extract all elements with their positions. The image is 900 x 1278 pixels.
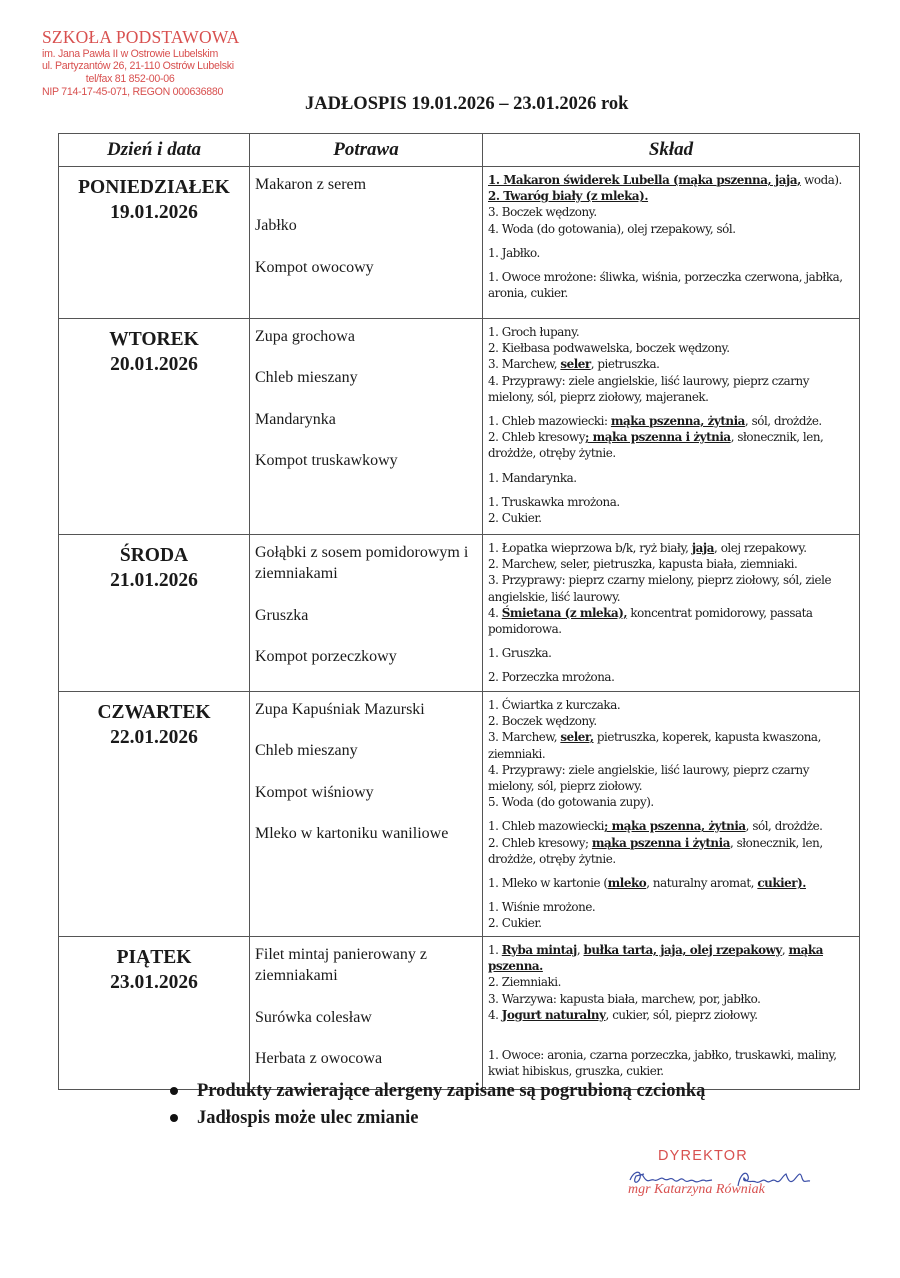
- ingredient-group: [488, 818, 855, 867]
- day-date: 22.01.2026: [110, 727, 198, 749]
- day-name: WTOREK: [109, 329, 199, 350]
- page-title: JADŁOSPIS 19.01.2026 – 23.01.2026 rok: [305, 94, 629, 114]
- menu-table: [58, 133, 860, 1090]
- allergen-text: Śmietana (z mleka),: [501, 605, 628, 620]
- dish-item: Makaron z serem: [255, 176, 367, 193]
- ingredient-line: [488, 605, 855, 637]
- ingredient-line: [488, 494, 855, 510]
- dish-cell: [250, 937, 483, 1090]
- ingredient-group: [488, 245, 855, 261]
- dish-item: Gołąbki z sosem pomidorowym i ziemniakami: [255, 544, 469, 583]
- dish-item: Kompot wiśniowy: [255, 783, 374, 801]
- ingredient-line: [488, 356, 855, 372]
- ingredient-text: 1. Owoce: aronia, czarna porzeczka, jabłko, truskawki, maliny, kwiat hibiskus, gruszka, cukier.: [488, 1047, 837, 1079]
- ingredient-text: ,: [781, 943, 789, 957]
- dish-item: Chleb mieszany: [255, 742, 358, 760]
- dish-cell: [250, 535, 483, 692]
- day-row: [59, 167, 860, 319]
- ingredient-text: 2. Cukier.: [488, 916, 542, 931]
- note-item: [170, 1078, 705, 1105]
- dish-item: Zupa grochowa: [255, 328, 355, 345]
- allergen-text: mąka pszenna, żytnia: [610, 413, 745, 428]
- ingredient-group: [488, 494, 855, 526]
- dish-item: Kompot truskawkowy: [255, 451, 398, 469]
- ingredient-group: [488, 1031, 855, 1039]
- ingredient-line: [488, 729, 855, 761]
- ingredient-text: 2. Porzeczka mrożona.: [488, 670, 615, 685]
- ingredient-line: [488, 835, 855, 867]
- allergen-text: ; mąka pszenna, żytnia: [604, 819, 746, 834]
- day-name: ŚRODA: [119, 545, 189, 566]
- ingredient-text: pietruszka, koperek, kapusta kwaszona, ziemniaki.: [488, 730, 821, 761]
- ingredient-line: [488, 221, 855, 237]
- day-cell: [59, 167, 250, 319]
- dish-item: Chleb mieszany: [255, 369, 358, 387]
- bullet-icon: [170, 1087, 178, 1095]
- ingredient-line: [488, 429, 855, 461]
- day-cell: [59, 692, 250, 937]
- stamp-address: ul. Partyzantów 26, 21-110 Ostrów Lubelski: [42, 60, 234, 73]
- ingredient-line: [488, 794, 855, 810]
- ingredient-line: [488, 697, 855, 713]
- ingredient-text: 1. Jabłko.: [488, 245, 540, 260]
- ingredient-group: [488, 540, 855, 637]
- ingredient-line: [488, 172, 855, 188]
- ingredient-group: [488, 324, 855, 405]
- allergen-text: mąka pszenna.: [488, 943, 823, 974]
- ingredient-text: 3. Warzywa: kapusta biała, marchew, por, jabłko.: [488, 991, 761, 1006]
- ingredient-text: 2. Marchew, seler, pietruszka, kapusta biała, ziemniaki.: [488, 557, 798, 572]
- ingredient-text: , sól, drożdże.: [745, 819, 823, 834]
- day-date: 21.01.2026: [110, 570, 198, 592]
- dish-item: Gruszka: [255, 606, 309, 624]
- ingredient-text: 4.: [488, 605, 502, 620]
- ingredient-group: [488, 470, 855, 486]
- ingredient-group: [488, 669, 855, 685]
- ingredient-text: 2. Boczek wędzony.: [488, 714, 597, 729]
- dish-item: Jabłko: [255, 217, 297, 235]
- allergen-text: mąka pszenna i żytnia: [591, 835, 730, 850]
- ingredient-text: 2. Chleb kresowy: [488, 430, 585, 445]
- dish-item: Mandarynka: [255, 410, 336, 428]
- ingredient-text: 1. Owoce mrożone: śliwka, wiśnia, porzeczka czerwona, jabłka, aronia, cukier.: [488, 269, 843, 301]
- ingredient-line: [488, 188, 855, 204]
- ingredient-text: 1.: [488, 943, 502, 957]
- ingredient-text: 1. Chleb mazowiecki:: [488, 413, 611, 428]
- ingredient-text: 4. Woda (do gotowania), olej rzepakowy, sól.: [488, 221, 736, 236]
- stamp-patron: im. Jana Pawła II w Ostrowie Lubelskim: [42, 47, 219, 60]
- ingredient-text: 3. Przyprawy: pieprz czarny mielony, pieprz ziołowy, sól, ziele angielskie, liść laurowy.: [488, 573, 832, 604]
- ingredient-group: [488, 413, 855, 462]
- ingredient-line: [488, 470, 855, 486]
- ingredient-line: [488, 510, 855, 526]
- table-header-row: [59, 134, 860, 167]
- ingredient-text: 2. Ziemniaki.: [488, 975, 561, 990]
- ingredient-text: , olej rzepakowy.: [714, 541, 807, 555]
- ingredient-text: , słonecznik, len, drożdże, otręby żytnie.: [488, 430, 824, 461]
- signature-role: DYREKTOR: [658, 1148, 748, 1164]
- header-day-date: Dzień i data: [59, 134, 250, 167]
- stamp-school-name: SZKOŁA PODSTAWOWA: [42, 27, 240, 47]
- ingredient-group: [488, 697, 855, 810]
- allergen-text: Ryba mintaj: [501, 943, 577, 957]
- signature-name: mgr Katarzyna Równiak: [628, 1182, 765, 1197]
- ingredient-line: [488, 899, 855, 915]
- ingredient-line: [488, 1007, 855, 1023]
- allergen-text: seler,: [560, 730, 594, 745]
- stamp-phone: tel/fax 81 852-00-06: [85, 73, 175, 86]
- allergen-text: Jogurt naturalny: [501, 1007, 606, 1022]
- ingredient-line: [488, 556, 855, 572]
- ingredient-group: [488, 899, 855, 931]
- ingredient-line: [488, 974, 855, 990]
- signature-block: [628, 1148, 828, 1198]
- allergen-text: 2. Twaróg biały (z mleka).: [488, 189, 649, 204]
- header-dish: Potrawa: [250, 134, 483, 167]
- notes-list: [170, 1078, 705, 1132]
- ingredient-group: [488, 269, 855, 301]
- ingredient-group: [488, 875, 855, 891]
- dish-item: Kompot owocowy: [255, 258, 374, 276]
- ingredient-text: 4.: [488, 1007, 502, 1022]
- day-date: 20.01.2026: [110, 354, 198, 376]
- ingredient-line: [488, 572, 855, 604]
- day-name: CZWARTEK: [97, 702, 211, 723]
- ingredient-text: 1. Ćwiartka z kurczaka.: [488, 698, 621, 712]
- ingredients-cell: [483, 937, 860, 1090]
- allergen-text: ; mąka pszenna i żytnia: [585, 430, 731, 445]
- day-cell: [59, 319, 250, 535]
- ingredient-text: 3. Marchew,: [488, 357, 561, 372]
- allergen-text: cukier).: [757, 875, 806, 890]
- ingredient-text: 1. Truskawka mrożona.: [488, 494, 620, 509]
- ingredient-line: [488, 991, 855, 1007]
- ingredient-line: [488, 340, 855, 356]
- ingredient-text: , słonecznik, len, drożdże, otręby żytnie.: [488, 835, 823, 866]
- allergen-text: 1. Makaron świderek Lubella (mąka pszenna, jaja,: [488, 173, 801, 187]
- ingredient-line: [488, 204, 855, 220]
- ingredient-text: 1. Mandarynka.: [488, 470, 577, 485]
- ingredient-line: [488, 245, 855, 261]
- ingredient-line: [488, 645, 855, 661]
- dish-item: Surówka colesław: [255, 1008, 372, 1026]
- ingredients-cell: [483, 692, 860, 937]
- stamp-nip-regon: NIP 714-17-45-071, REGON 000636880: [42, 85, 224, 98]
- dish-item: Zupa Kapuśniak Mazurski: [255, 701, 425, 718]
- ingredient-text: 1. Wiśnie mrożone.: [488, 900, 596, 915]
- ingredient-text: 4. Przyprawy: ziele angielskie, liść laurowy, pieprz czarny mielony, sól, pieprz ziołowy, majeranek.: [488, 373, 810, 404]
- dish-item: Filet mintaj panierowany z ziemniakami: [255, 946, 427, 985]
- ingredient-text: 2. Kiełbasa podwawelska, boczek wędzony.: [488, 341, 730, 356]
- ingredient-text: , sól, drożdże.: [744, 413, 822, 428]
- allergen-text: mleko: [607, 875, 647, 890]
- allergen-text: seler: [560, 357, 591, 372]
- ingredient-line: [488, 818, 855, 834]
- note-allergens: Produkty zawierające alergeny zapisane są pogrubioną czcionką: [197, 1081, 706, 1101]
- school-stamp: [42, 28, 248, 99]
- ingredients-cell: [483, 535, 860, 692]
- ingredient-line: [488, 669, 855, 685]
- ingredient-line: [488, 540, 855, 556]
- ingredient-line: [488, 915, 855, 931]
- ingredient-line: [488, 713, 855, 729]
- day-cell: [59, 937, 250, 1090]
- day-row: [59, 535, 860, 692]
- dish-item: Mleko w kartoniku waniliowe: [255, 824, 449, 842]
- ingredient-line: [488, 1047, 855, 1079]
- ingredients-cell: [483, 167, 860, 319]
- ingredient-group: [488, 1047, 855, 1079]
- ingredient-text: 1. Gruszka.: [488, 646, 552, 661]
- allergen-text: bułka tarta, jaja, olej rzepakowy: [583, 943, 782, 957]
- day-row: [59, 692, 860, 937]
- ingredient-text: 4. Przyprawy: ziele angielskie, liść laurowy, pieprz czarny mielony, sól, pieprz ziołowy.: [488, 762, 810, 793]
- ingredient-line: [488, 762, 855, 794]
- ingredient-text: 3. Marchew,: [488, 730, 561, 745]
- day-cell: [59, 535, 250, 692]
- day-date: 23.01.2026: [110, 972, 198, 994]
- ingredient-line: [488, 324, 855, 340]
- ingredient-text: 1. Łopatka wieprzowa b/k, ryż biały,: [488, 541, 692, 555]
- ingredient-line: [488, 269, 855, 301]
- day-date: 19.01.2026: [110, 202, 198, 224]
- ingredient-text: , cukier, sól, pieprz ziołowy.: [605, 1007, 758, 1022]
- day-name: PIĄTEK: [116, 947, 192, 968]
- note-changes: Jadłospis może ulec zmianie: [197, 1107, 419, 1128]
- ingredient-group: [488, 172, 855, 237]
- dish-item: Kompot porzeczkowy: [255, 647, 397, 665]
- ingredient-text: 1. Chleb mazowiecki: [488, 819, 605, 834]
- day-row: [59, 319, 860, 535]
- note-item: [170, 1105, 705, 1132]
- ingredients-cell: [483, 319, 860, 535]
- dish-cell: [250, 692, 483, 937]
- ingredient-line: [488, 942, 855, 974]
- ingredient-text: koncentrat pomidorowy, passata pomidorowa.: [488, 605, 813, 636]
- ingredient-text: 5. Woda (do gotowania zupy).: [488, 795, 654, 810]
- allergen-text: jaja: [691, 541, 715, 555]
- ingredient-line: [488, 413, 855, 429]
- ingredient-text: 1. Groch łupany.: [488, 325, 580, 339]
- day-row: [59, 937, 860, 1090]
- ingredient-text: 2. Cukier.: [488, 510, 542, 525]
- ingredient-text: 2. Chleb kresowy;: [488, 835, 592, 850]
- dish-cell: [250, 167, 483, 319]
- ingredient-text: , pietruszka.: [590, 357, 660, 372]
- ingredient-text: ,: [576, 943, 584, 957]
- ingredient-line: [488, 373, 855, 405]
- ingredient-text: , naturalny aromat,: [646, 875, 758, 890]
- ingredient-text: 3. Boczek wędzony.: [488, 205, 597, 220]
- day-name: PONIEDZIAŁEK: [78, 177, 230, 198]
- ingredient-line: [488, 875, 855, 891]
- dish-item: Herbata z owocowa: [255, 1049, 383, 1067]
- ingredient-text: woda).: [800, 173, 842, 187]
- bullet-icon: [170, 1114, 178, 1122]
- ingredient-group: [488, 942, 855, 1023]
- ingredient-text: 1. Mleko w kartonie (: [488, 875, 608, 890]
- dish-cell: [250, 319, 483, 535]
- header-ingredients: Skład: [483, 134, 860, 167]
- ingredient-group: [488, 645, 855, 661]
